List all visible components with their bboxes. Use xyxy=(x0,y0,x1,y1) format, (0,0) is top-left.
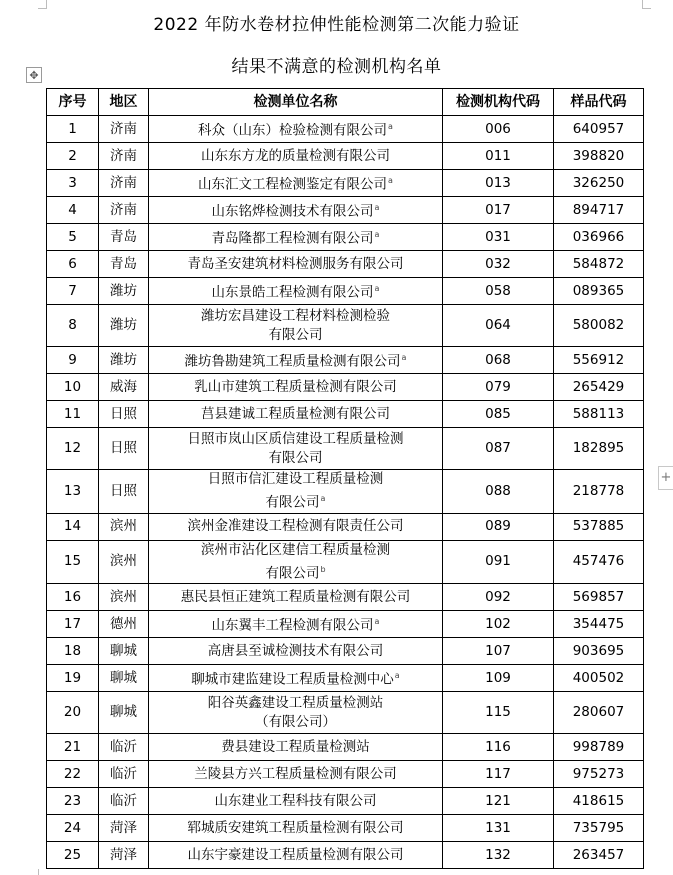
cell-name-line2: 有限公司 xyxy=(268,326,323,343)
cell-region: 日照 xyxy=(99,428,149,470)
cell-name xyxy=(149,665,443,692)
cell-sample: 326250 xyxy=(554,170,644,197)
cell-seq: 9 xyxy=(47,347,99,374)
cell-code: 117 xyxy=(443,761,554,788)
cell-region: 潍坊 xyxy=(99,278,149,305)
cell-sample: 735795 xyxy=(554,815,644,842)
cell-name-line1: 乳山市建筑工程质量检测有限公司 xyxy=(194,378,397,395)
cell-name-line2: 有限公司 xyxy=(265,565,320,581)
table-row xyxy=(47,251,644,278)
results-table xyxy=(46,88,644,869)
cell-name-line1: 科众（山东）检验检测有限公司 xyxy=(198,122,388,139)
cell-region: 临沂 xyxy=(99,761,149,788)
cell-seq: 13 xyxy=(47,470,99,514)
table-row xyxy=(47,116,644,143)
table-row xyxy=(47,611,644,638)
cell-name-line1: 青岛圣安建筑材料检测服务有限公司 xyxy=(187,255,404,272)
cell-name-line1: 青岛隆都工程检测有限公司 xyxy=(211,230,374,247)
cell-region: 青岛 xyxy=(99,224,149,251)
cell-name-line2: （有限公司） xyxy=(255,713,336,730)
table-header-row xyxy=(47,89,644,116)
cell-region: 滨州 xyxy=(99,540,149,584)
cell-seq: 5 xyxy=(47,224,99,251)
footnote-mark: a xyxy=(374,230,380,240)
cell-name xyxy=(149,143,443,170)
cell-name xyxy=(149,197,443,224)
cell-name-line1: 山东铭烨检测技术有限公司 xyxy=(211,203,374,220)
table-row xyxy=(47,815,644,842)
table-row xyxy=(47,692,644,734)
cell-name-line1: 惠民县恒正建筑工程质量检测有限公司 xyxy=(180,588,411,605)
cell-name-line2: 有限公司 xyxy=(268,449,323,466)
page-title: 2022 年防水卷材拉伸性能检测第二次能力验证 xyxy=(153,15,520,35)
cell-sample: 556912 xyxy=(554,347,644,374)
table-row xyxy=(47,224,644,251)
cell-name xyxy=(149,513,443,540)
cell-name xyxy=(149,470,443,514)
cell-sample: 218778 xyxy=(554,470,644,514)
cell-sample: 400502 xyxy=(554,665,644,692)
cell-name xyxy=(149,761,443,788)
table-row xyxy=(47,584,644,611)
cell-region: 潍坊 xyxy=(99,347,149,374)
cell-sample: 457476 xyxy=(554,540,644,584)
cell-name xyxy=(149,584,443,611)
cell-name-line1: 山东景皓工程检测有限公司 xyxy=(211,284,374,301)
cell-name xyxy=(149,788,443,815)
cell-code: 116 xyxy=(443,734,554,761)
cell-code: 132 xyxy=(443,842,554,869)
cell-name-line1: 潍坊鲁勘建筑工程质量检测有限公司 xyxy=(184,353,401,370)
cell-sample: 998789 xyxy=(554,734,644,761)
cell-name xyxy=(149,305,443,347)
table-row xyxy=(47,143,644,170)
cell-seq: 25 xyxy=(47,842,99,869)
cell-seq: 11 xyxy=(47,401,99,428)
page-corner-mark xyxy=(38,869,47,875)
table-row xyxy=(47,761,644,788)
cell-code: 085 xyxy=(443,401,554,428)
cell-code: 017 xyxy=(443,197,554,224)
header-code: 检测机构代码 xyxy=(443,89,554,116)
cell-region: 济南 xyxy=(99,143,149,170)
cell-sample: 280607 xyxy=(554,692,644,734)
cell-seq: 1 xyxy=(47,116,99,143)
cell-region: 济南 xyxy=(99,170,149,197)
cell-name xyxy=(149,251,443,278)
cell-code: 079 xyxy=(443,374,554,401)
cell-name-line1: 滨州金准建设工程检测有限责任公司 xyxy=(187,518,404,534)
cell-name xyxy=(149,734,443,761)
cell-sample: 418615 xyxy=(554,788,644,815)
cell-code: 089 xyxy=(443,513,554,540)
cell-name xyxy=(149,347,443,374)
header-region: 地区 xyxy=(99,89,149,116)
cell-name xyxy=(149,842,443,869)
cell-code: 115 xyxy=(443,692,554,734)
cell-seq: 12 xyxy=(47,428,99,470)
cell-code: 121 xyxy=(443,788,554,815)
cell-name-line1: 日照市岚山区质信建设工程质量检测 xyxy=(187,430,404,447)
cell-name xyxy=(149,638,443,665)
cell-name-line1: 费县建设工程质量检测站 xyxy=(221,738,370,755)
footnote-mark: a xyxy=(374,203,380,213)
cell-name-line1: 日照市信汇建设工程质量检测 xyxy=(207,471,384,487)
cell-name-line2: 有限公司 xyxy=(265,494,320,511)
cell-seq: 15 xyxy=(47,540,99,584)
header-name: 检测单位名称 xyxy=(149,89,443,116)
cell-name xyxy=(149,116,443,143)
cell-seq: 7 xyxy=(47,278,99,305)
cell-name xyxy=(149,692,443,734)
cell-sample: 580082 xyxy=(554,305,644,347)
cell-region: 济南 xyxy=(99,116,149,143)
cell-region: 威海 xyxy=(99,374,149,401)
cell-seq: 6 xyxy=(47,251,99,278)
cell-region: 青岛 xyxy=(99,251,149,278)
cell-name xyxy=(149,374,443,401)
cell-seq: 20 xyxy=(47,692,99,734)
cell-name-line1: 高唐县至诚检测技术有限公司 xyxy=(207,642,384,659)
cell-sample: 263457 xyxy=(554,842,644,869)
footnote-mark: a xyxy=(320,494,326,503)
table-row xyxy=(47,734,644,761)
cell-name-line1: 聊城市建监建设工程质量检测中心 xyxy=(191,671,394,688)
cell-seq: 4 xyxy=(47,197,99,224)
cell-name-line1: 山东建业工程科技有限公司 xyxy=(214,792,377,809)
table-row xyxy=(47,470,644,514)
cell-seq: 16 xyxy=(47,584,99,611)
table-row xyxy=(47,540,644,584)
cell-code: 109 xyxy=(443,665,554,692)
cell-region: 临沂 xyxy=(99,788,149,815)
cell-region: 济南 xyxy=(99,197,149,224)
cell-name xyxy=(149,815,443,842)
cell-seq: 2 xyxy=(47,143,99,170)
cell-region: 德州 xyxy=(99,611,149,638)
footnote-mark: a xyxy=(394,671,400,681)
cell-name-line1: 山东汇文工程检测鉴定有限公司 xyxy=(198,176,388,193)
cell-code: 107 xyxy=(443,638,554,665)
table-row xyxy=(47,278,644,305)
cell-region: 菏泽 xyxy=(99,842,149,869)
cell-name-line1: 郓城质安建筑工程质量检测有限公司 xyxy=(187,819,404,836)
add-column-icon[interactable]: + xyxy=(658,466,673,490)
cell-name xyxy=(149,428,443,470)
cell-seq: 21 xyxy=(47,734,99,761)
cell-sample: 265429 xyxy=(554,374,644,401)
cell-code: 102 xyxy=(443,611,554,638)
cell-region: 聊城 xyxy=(99,638,149,665)
table-row xyxy=(47,638,644,665)
cell-seq: 3 xyxy=(47,170,99,197)
cell-sample: 569857 xyxy=(554,584,644,611)
cell-seq: 10 xyxy=(47,374,99,401)
cell-name xyxy=(149,611,443,638)
cell-region: 聊城 xyxy=(99,665,149,692)
cell-sample: 588113 xyxy=(554,401,644,428)
cell-code: 058 xyxy=(443,278,554,305)
cell-sample: 975273 xyxy=(554,761,644,788)
cell-sample: 894717 xyxy=(554,197,644,224)
cell-name-line1: 阳谷英鑫建设工程质量检测站 xyxy=(207,694,384,711)
cell-seq: 18 xyxy=(47,638,99,665)
header-sample: 样品代码 xyxy=(554,89,644,116)
footnote-mark: a xyxy=(388,122,393,132)
footnote-mark: a xyxy=(401,353,407,363)
cell-region: 日照 xyxy=(99,401,149,428)
cell-name-line1: 莒县建诚工程质量检测有限公司 xyxy=(201,405,390,422)
page-subtitle: 结果不满意的检测机构名单 xyxy=(231,57,442,77)
footnote-mark: a xyxy=(374,617,380,627)
cell-region: 潍坊 xyxy=(99,305,149,347)
cell-sample: 640957 xyxy=(554,116,644,143)
table-row xyxy=(47,401,644,428)
cell-code: 013 xyxy=(443,170,554,197)
cell-code: 064 xyxy=(443,305,554,347)
cell-name-line1: 潍坊宏昌建设工程材料检测检验 xyxy=(201,307,390,324)
cell-name xyxy=(149,278,443,305)
table-row xyxy=(47,842,644,869)
footnote-mark: a xyxy=(388,176,393,186)
table-row xyxy=(47,665,644,692)
cell-code: 092 xyxy=(443,584,554,611)
cell-region: 聊城 xyxy=(99,692,149,734)
cell-seq: 23 xyxy=(47,788,99,815)
cell-region: 日照 xyxy=(99,470,149,514)
cell-sample: 089365 xyxy=(554,278,644,305)
cell-seq: 19 xyxy=(47,665,99,692)
table-row xyxy=(47,170,644,197)
cell-seq: 8 xyxy=(47,305,99,347)
cell-name-line1: 兰陵县方兴工程质量检测有限公司 xyxy=(194,765,397,782)
footnote-mark: b xyxy=(320,564,326,574)
cell-sample: 903695 xyxy=(554,638,644,665)
cell-name xyxy=(149,224,443,251)
cell-sample: 182895 xyxy=(554,428,644,470)
cell-name-line1: 山东宇豪建设工程质量检测有限公司 xyxy=(187,846,404,863)
cell-seq: 24 xyxy=(47,815,99,842)
table-move-handle-icon[interactable]: ✥ xyxy=(26,67,42,83)
cell-seq: 22 xyxy=(47,761,99,788)
table-row xyxy=(47,305,644,347)
cell-code: 088 xyxy=(443,470,554,514)
cell-code: 011 xyxy=(443,143,554,170)
cell-name-line1: 山东东方龙的质量检测有限公司 xyxy=(201,147,390,164)
cell-sample: 537885 xyxy=(554,513,644,540)
page-corner-mark xyxy=(38,0,47,9)
cell-name xyxy=(149,401,443,428)
cell-code: 032 xyxy=(443,251,554,278)
cell-region: 菏泽 xyxy=(99,815,149,842)
cell-sample: 398820 xyxy=(554,143,644,170)
page-corner-mark xyxy=(642,0,651,9)
cell-name-line1: 滨州市沾化区建信工程质量检测 xyxy=(201,541,390,558)
cell-region: 临沂 xyxy=(99,734,149,761)
cell-region: 滨州 xyxy=(99,584,149,611)
header-seq: 序号 xyxy=(47,89,99,116)
cell-sample: 036966 xyxy=(554,224,644,251)
cell-seq: 14 xyxy=(47,513,99,540)
table-row xyxy=(47,347,644,374)
cell-code: 006 xyxy=(443,116,554,143)
cell-region: 滨州 xyxy=(99,513,149,540)
cell-code: 031 xyxy=(443,224,554,251)
footnote-mark: a xyxy=(374,284,380,294)
table-row xyxy=(47,197,644,224)
cell-code: 091 xyxy=(443,540,554,584)
cell-code: 087 xyxy=(443,428,554,470)
cell-name-line1: 山东翼丰工程检测有限公司 xyxy=(211,617,374,634)
cell-code: 131 xyxy=(443,815,554,842)
table-row xyxy=(47,428,644,470)
table-row xyxy=(47,788,644,815)
table-row xyxy=(47,513,644,540)
cell-sample: 584872 xyxy=(554,251,644,278)
cell-name xyxy=(149,540,443,584)
cell-name xyxy=(149,170,443,197)
cell-sample: 354475 xyxy=(554,611,644,638)
table-row xyxy=(47,374,644,401)
cell-seq: 17 xyxy=(47,611,99,638)
cell-code: 068 xyxy=(443,347,554,374)
